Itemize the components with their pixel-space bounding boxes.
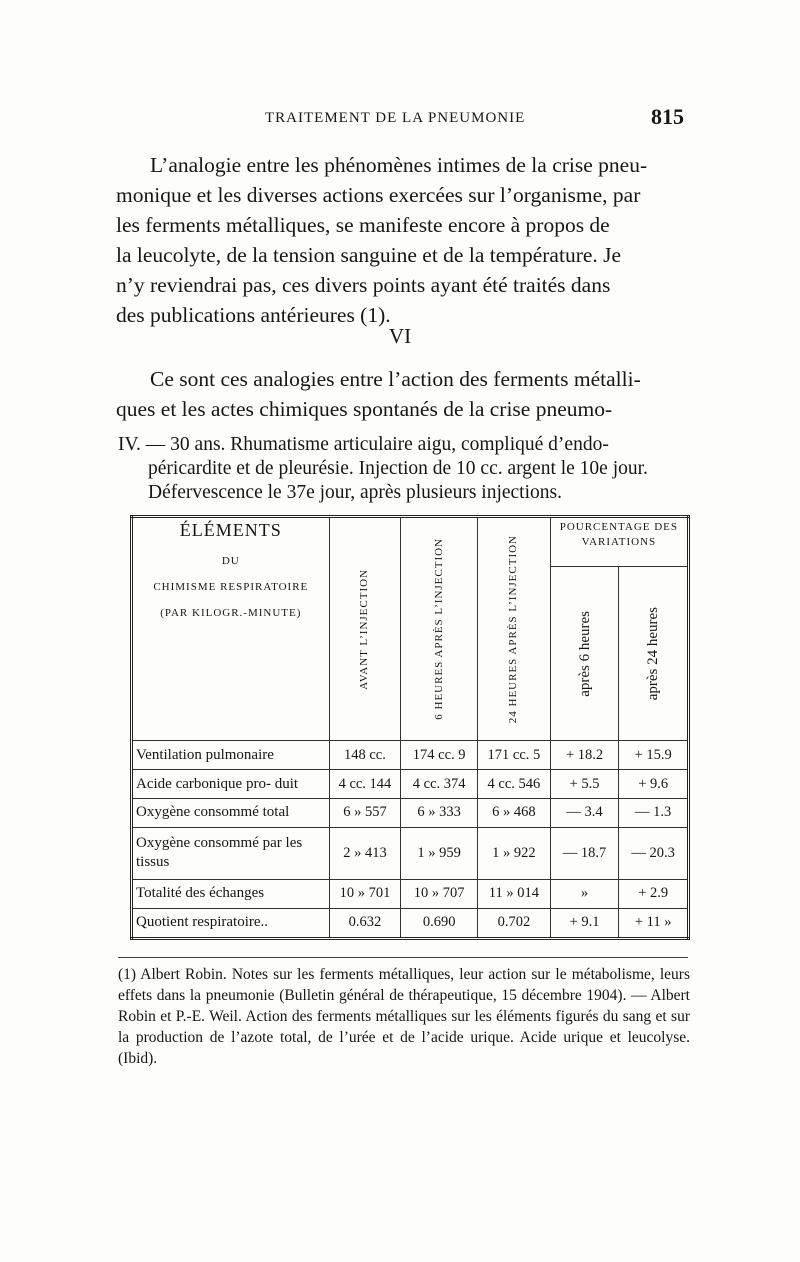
section-heading: VI [388, 324, 412, 348]
header-pourcentage: POURCENTAGE DES VARIATIONS [550, 517, 688, 567]
header-elements-label: ÉLÉMENTS [179, 520, 282, 540]
header-apres6-label: après 6 heures [576, 610, 593, 697]
cell-24h: 1 » 922 [478, 827, 551, 879]
cell-pct6: — 18.7 [550, 827, 619, 879]
header-apres24-label: après 24 heures [645, 606, 662, 701]
cell-pct24: — 20.3 [619, 827, 689, 879]
cell-pct6: — 3.4 [550, 798, 619, 827]
text-line: les ferments métalliques, se manifeste encore à propos de [116, 213, 610, 237]
header-24h-label: 24 HEURES APRÈS L’INJECTION [507, 534, 520, 724]
text-line: ques et les actes chimiques spontanés de la crise pneumo- [116, 397, 613, 421]
row-label: Totalité des échanges [132, 879, 330, 908]
header-apres6 [550, 567, 619, 741]
cell-24h: 171 cc. 5 [478, 741, 551, 770]
header-du-label: DU [221, 555, 240, 567]
row-label: Acide carbonique pro- duit [132, 770, 330, 799]
header-6h [401, 517, 478, 741]
cell-pct24: + 2.9 [619, 879, 689, 908]
table-row [132, 798, 689, 827]
table-row [132, 908, 689, 938]
row-label: Oxygène consommé par les tissus [132, 827, 330, 879]
cell-avant: 0.632 [329, 908, 401, 938]
header-avant [329, 517, 401, 741]
running-title: TRAITEMENT DE LA PNEUMONIE [265, 110, 526, 126]
cell-avant: 4 cc. 144 [329, 770, 401, 799]
cell-24h: 0.702 [478, 908, 551, 938]
cell-pct6: + 5.5 [550, 770, 619, 799]
footnote-rule [118, 957, 688, 958]
case-line: IV. — 30 ans. Rhumatisme articulaire aigu, compliqué d’endo- [118, 434, 609, 455]
table-row [132, 879, 689, 908]
cell-6h: 4 cc. 374 [401, 770, 478, 799]
case-line: péricardite et de pleurésie. Injection de 10 cc. argent le 10e jour. [148, 458, 648, 479]
paragraph-2 [116, 364, 688, 424]
header-unit-label: (PAR KILOGR.-MINUTE) [160, 607, 302, 619]
cell-6h: 1 » 959 [401, 827, 478, 879]
cell-pct6: + 9.1 [550, 908, 619, 938]
respiratory-table [130, 515, 690, 940]
header-apres24 [619, 567, 689, 741]
header-avant-label: AVANT L’INJECTION [358, 568, 371, 690]
table-row [132, 741, 689, 770]
table-row [132, 770, 689, 799]
header-elements [132, 517, 330, 741]
cell-24h: 6 » 468 [478, 798, 551, 827]
cell-24h: 11 » 014 [478, 879, 551, 908]
cell-pct24: + 15.9 [619, 741, 689, 770]
text-line: monique et les diverses actions exercées sur l’organisme, par [116, 183, 641, 207]
text-line: la leucolyte, de la tension sanguine et de la température. Je [116, 243, 622, 267]
row-label: Quotient respiratoire.. [132, 908, 330, 938]
cell-6h: 6 » 333 [401, 798, 478, 827]
text-line: n’y reviendrai pas, ces divers points ayant été traités dans [116, 273, 611, 297]
header-chimisme-label: CHIMISME RESPIRATOIRE [153, 581, 309, 593]
text-line: des publications antérieures (1). [116, 303, 391, 327]
cell-6h: 10 » 707 [401, 879, 478, 908]
footnote: (1) Albert Robin. Notes sur les ferments métalliques, leur action sur le métabolisme, leurs effets dans la pneumonie (Bulletin général de thérapeutique, 15 décembre 1904). — Albert Robin et P.-E. Weil. Action des ferments métalliques sur les éléments figurés du sang et sur la production de l’azote total, de l’urée et de l’acide urique. Acide urique et leucolyse. (Ibid). [118, 966, 690, 1067]
cell-avant: 2 » 413 [329, 827, 401, 879]
cell-pct6: + 18.2 [550, 741, 619, 770]
cell-pct6: » [550, 879, 619, 908]
page-header [150, 104, 686, 140]
paragraph-1 [116, 150, 688, 330]
cell-pct24: + 11 » [619, 908, 689, 938]
table-row [132, 827, 689, 879]
cell-6h: 174 cc. 9 [401, 741, 478, 770]
header-24h [478, 517, 551, 741]
cell-avant: 6 » 557 [329, 798, 401, 827]
header-6h-label: 6 HEURES APRÈS L’INJECTION [432, 538, 445, 720]
case-heading [118, 433, 690, 505]
cell-avant: 10 » 701 [329, 879, 401, 908]
cell-avant: 148 cc. [329, 741, 401, 770]
row-label: Oxygène consommé total [132, 798, 330, 827]
page-number: 815 [651, 104, 684, 129]
text-line: L’analogie entre les phénomènes intimes de la crise pneu- [150, 153, 648, 177]
cell-pct24: — 1.3 [619, 798, 689, 827]
cell-pct24: + 9.6 [619, 770, 689, 799]
table-header-row [132, 517, 689, 567]
row-label: Ventilation pulmonaire [132, 741, 330, 770]
cell-6h: 0.690 [401, 908, 478, 938]
case-line: Défervescence le 37e jour, après plusieurs injections. [148, 482, 562, 503]
cell-24h: 4 cc. 546 [478, 770, 551, 799]
text-line: Ce sont ces analogies entre l’action des ferments métalli- [150, 367, 641, 391]
